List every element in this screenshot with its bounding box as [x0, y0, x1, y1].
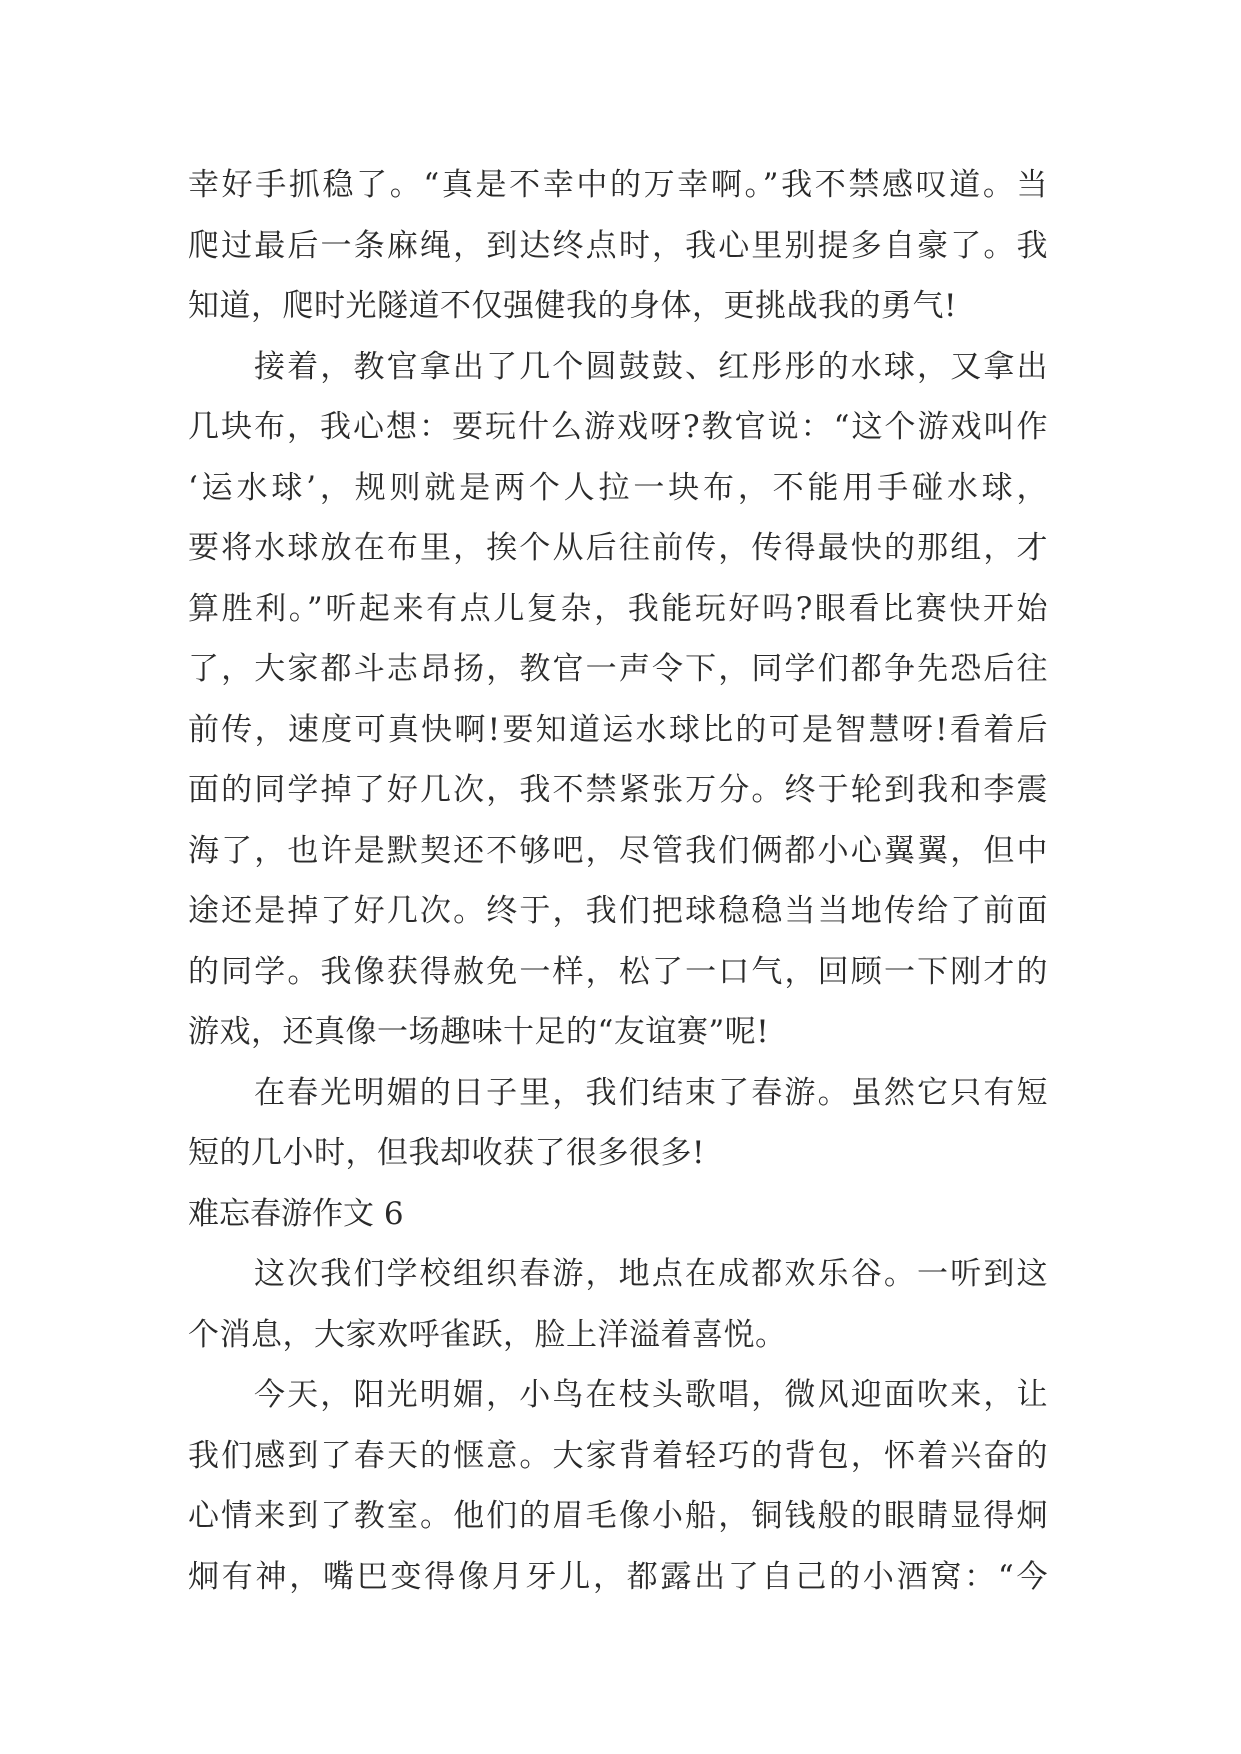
paragraph	[188, 1063, 1048, 1184]
text-line: 今天，阳光明媚，小鸟在枝头歌唱，微风迎面吹来，让	[254, 1377, 1048, 1413]
text-line: 在春光明媚的日子里，我们结束了春游。虽然它只有短	[254, 1074, 1048, 1111]
text-line: 知道，爬时光隧道不仅强健我的身体，更挑战我的勇气!	[188, 288, 957, 324]
text-line: 几块布，我心想：要玩什么游戏呀?教官说：“这个游戏叫作	[188, 409, 1048, 445]
text-line: 这次我们学校组织春游，地点在成都欢乐谷。一听到这	[254, 1256, 1048, 1292]
text-line: 接着，教官拿出了几个圆鼓鼓、红彤彤的水球，又拿出	[254, 348, 1048, 385]
paragraph	[188, 155, 1048, 337]
paragraph	[188, 1244, 1048, 1365]
text-line: 的同学。我像获得赦免一样，松了一口气，回顾一下刚才的	[188, 953, 1048, 990]
text-line: 海了，也许是默契还不够吧，尽管我们俩都小心翼翼，但中	[188, 832, 1048, 869]
text-line: 算胜利。”听起来有点儿复杂，我能玩好吗?眼看比赛快开始	[188, 590, 1048, 627]
text-line: 短的几小时，但我却收获了很多很多!	[188, 1135, 705, 1171]
text-line: 炯有神，嘴巴变得像月牙儿，都露出了自己的小酒窝：“今	[188, 1558, 1048, 1595]
paragraph	[188, 337, 1048, 1063]
text-line: 途还是掉了好几次。终于，我们把球稳稳当当地传给了前面	[188, 893, 1048, 929]
text-line: 前传，速度可真快啊!要知道运水球比的可是智慧呀!看着后	[188, 711, 1048, 748]
paragraph	[188, 1365, 1048, 1607]
text-line: 爬过最后一条麻绳，到达终点时，我心里别提多自豪了。我	[188, 227, 1048, 264]
text-line: 我们感到了春天的惬意。大家背着轻巧的背包，怀着兴奋的	[188, 1437, 1048, 1474]
text-line: 个消息，大家欢呼雀跃，脸上洋溢着喜悦。	[188, 1316, 787, 1353]
text-line: 心情来到了教室。他们的眉毛像小船，铜钱般的眼睛显得炯	[188, 1498, 1048, 1534]
text-line: 面的同学掉了好几次，我不禁紧张万分。终于轮到我和李震	[188, 772, 1048, 808]
text-line: ‘运水球’，规则就是两个人拉一块布，不能用手碰水球，	[188, 469, 1048, 506]
section-heading: 难忘春游作文 6	[188, 1195, 404, 1232]
article-body	[188, 155, 1048, 1607]
text-line: 了，大家都斗志昂扬，教官一声令下，同学们都争先恐后往	[188, 651, 1048, 687]
text-line: 要将水球放在布里，挨个从后往前传，传得最快的那组，才	[188, 530, 1048, 566]
text-line: 游戏，还真像一场趣味十足的“友谊赛”呢!	[188, 1014, 770, 1050]
text-line: 幸好手抓稳了。“真是不幸中的万幸啊。”我不禁感叹道。当	[188, 167, 1048, 203]
